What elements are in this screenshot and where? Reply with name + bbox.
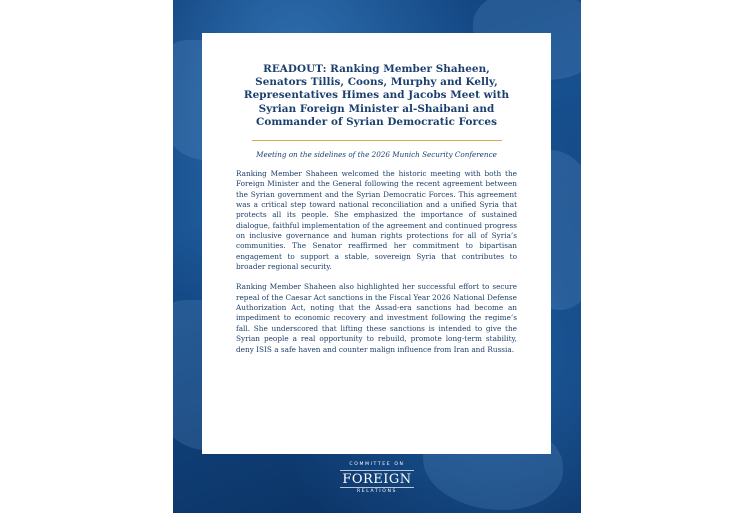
logo-main-text: FOREIGN xyxy=(342,472,412,487)
logo-top-text: COMMITTEE ON xyxy=(349,462,405,467)
body-paragraph: Ranking Member Shaheen also highlighted her successful effort to secure repeal of the Caesar Act sanctions in the Fiscal Year 2026 National Defense Authorization Act, noting that the Assad-era sanctions had become an impediment to economic recovery and investment following the regime’s fall. She underscored that lifting these sanctions is intended to give the Syrian people a real opportunity to rebuild, promote long-term stability, deny ISIS a safe haven and counter malign influence from Iran and Russia. xyxy=(236,282,517,354)
readout-title: READOUT: Ranking Member Shaheen, Senators Tillis, Coons, Murphy and Kelly, Representatives Himes and Jacobs Meet with Syrian Foreign Minister al-Shaibani and Commander of Syrian Democratic Forces xyxy=(243,63,510,128)
logo-bottom-text: RELATIONS xyxy=(356,489,398,494)
readout-subtitle: Meeting on the sidelines of the 2026 Munich Security Conference xyxy=(256,150,497,160)
readout-card xyxy=(202,33,551,454)
body-paragraph: Ranking Member Shaheen welcomed the historic meeting with both the Foreign Minister and the General following the recent agreement between the Syrian government and the Syrian Democratic Forces. This agreement was a critical step toward national reconciliation and a unified Syria that protects all its people. She emphasized the importance of sustained dialogue, faithful implementation of the agreement and continued progress on inclusive governance and human rights protections for all of Syria’s communities. The Senator reaffirmed her commitment to bipartisan engagement to support a stable, sovereign Syria that contributes to broader regional security. xyxy=(236,169,517,272)
poster-background xyxy=(173,0,581,513)
gold-divider xyxy=(252,140,502,141)
committee-logo xyxy=(173,462,581,495)
